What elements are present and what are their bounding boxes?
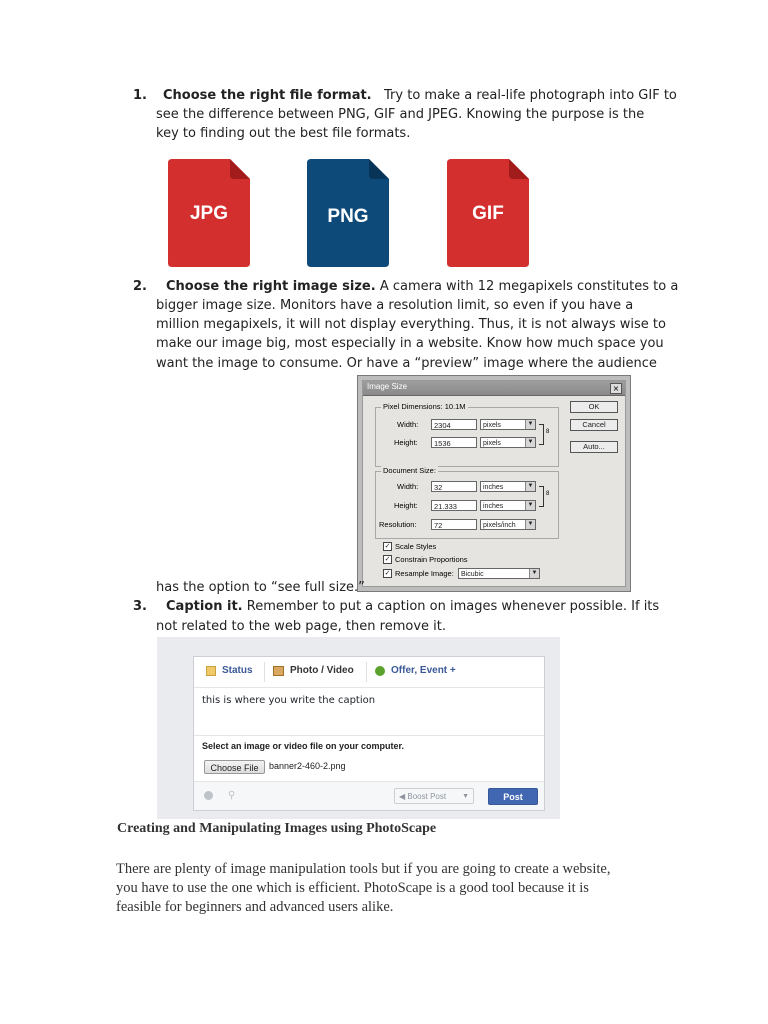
- jpg-label: JPG: [189, 203, 229, 224]
- resolution-label: Resolution:: [379, 520, 417, 529]
- status-icon: [206, 666, 216, 676]
- tab-underline: [194, 687, 544, 688]
- offer-icon: [375, 666, 385, 676]
- item3-title: Caption it.: [166, 599, 243, 614]
- item1-line2: see the difference between PNG, GIF and JPEG. Knowing the purpose is the: [156, 107, 645, 122]
- doc-width-label: Width:: [397, 482, 419, 491]
- item2-line5: want the image to consume. Or have a “preview” image where the audience: [156, 356, 657, 371]
- item2-line3: million megapixels, it will not display everything. Thus, it is not always wise to: [156, 317, 666, 332]
- link-bracket: [539, 424, 544, 445]
- scale-styles-label: Scale Styles: [395, 542, 437, 551]
- dialog-titlebar: [363, 381, 625, 396]
- item2-line1: [166, 279, 678, 294]
- section-heading: Creating and Manipulating Images using PhotoScape: [117, 821, 437, 836]
- doc-height-unit-value: inches: [483, 503, 504, 510]
- resolution-unit-select[interactable]: [480, 519, 536, 530]
- tab-divider: [366, 662, 367, 682]
- dropdown-arrow-icon: ▼: [525, 438, 535, 447]
- resolution-unit-value: pixels/inch: [483, 522, 516, 529]
- width-unit-value: pixels: [483, 422, 501, 429]
- location-pin-icon[interactable]: ⚲: [228, 790, 236, 801]
- dropdown-arrow-icon: ▼: [529, 569, 539, 578]
- item1-number: 1.: [133, 88, 147, 103]
- auto-button[interactable]: Auto...: [570, 441, 618, 453]
- height-unit-select[interactable]: [480, 437, 536, 448]
- resample-label: Resample Image:: [395, 569, 454, 578]
- section-line1: There are plenty of image manipulation tools but if you are going to create a website,: [116, 861, 611, 877]
- constrain-label: Constrain Proportions: [395, 555, 468, 564]
- resample-checkbox[interactable]: ✓: [384, 569, 391, 577]
- item2-text-1: A camera with 12 megapixels constitutes to a: [379, 279, 679, 294]
- tab-offer-event[interactable]: Offer, Event +: [391, 665, 456, 676]
- constrain-checkbox[interactable]: ✓: [384, 555, 391, 563]
- link-bracket: [539, 486, 544, 507]
- item2-line2: bigger image size. Monitors have a resolution limit, so even if you have a: [156, 298, 634, 313]
- resample-value: Bicubic: [461, 571, 484, 578]
- dropdown-arrow-icon: ▼: [525, 420, 535, 429]
- height-unit-value: pixels: [483, 440, 501, 447]
- doc-width-unit-value: inches: [483, 484, 504, 491]
- post-button[interactable]: Post: [488, 788, 538, 805]
- item3-line2: not related to the web page, then remove it.: [156, 619, 446, 634]
- composer-card: [193, 656, 545, 811]
- dropdown-arrow-icon: ▼: [525, 482, 535, 491]
- dropdown-arrow-icon: ▼: [525, 501, 535, 510]
- megaphone-icon: ◀: [399, 792, 406, 801]
- jpg-file-icon: [168, 159, 250, 267]
- width-input[interactable]: 2304: [431, 419, 477, 430]
- dialog-title: Image Size: [367, 382, 408, 391]
- resolution-input[interactable]: 72: [431, 519, 477, 530]
- scale-styles-checkbox[interactable]: ✓: [384, 542, 391, 550]
- chevron-down-icon: ▼: [462, 793, 469, 800]
- emoji-icon[interactable]: [204, 791, 213, 800]
- section-line2: you have to use the one which is efficient. PhotoScape is a good tool because it is: [116, 880, 589, 896]
- png-file-icon: [307, 159, 389, 267]
- chain-link-icon: 8: [546, 429, 550, 435]
- post-composer-screenshot: [157, 637, 560, 819]
- caption-input[interactable]: this is where you write the caption: [202, 695, 376, 706]
- png-label: PNG: [327, 206, 369, 227]
- doc-height-unit-select[interactable]: [480, 500, 536, 511]
- item2-line6: has the option to “see full size.”: [156, 580, 365, 595]
- width-unit-select[interactable]: [480, 419, 536, 430]
- photo-icon: [273, 666, 284, 676]
- item1-line1: [163, 88, 677, 103]
- tab-status[interactable]: Status: [222, 665, 253, 676]
- height-input[interactable]: 1536: [431, 437, 477, 448]
- choose-file-button[interactable]: Choose File: [204, 760, 265, 774]
- item1-title: Choose the right file format.: [163, 88, 372, 103]
- item2-number: 2.: [133, 279, 147, 294]
- doc-height-input[interactable]: 21.333: [431, 500, 477, 511]
- file-name: banner2-460-2.png: [269, 761, 346, 771]
- boost-post-label: Boost Post: [407, 792, 447, 801]
- item3-text-1: Remember to put a caption on images whenever possible. If its: [246, 599, 660, 614]
- composer-footer: [194, 781, 544, 810]
- dropdown-arrow-icon: ▼: [525, 520, 535, 529]
- ok-button[interactable]: OK: [570, 401, 618, 413]
- chain-link-icon: 8: [546, 491, 550, 497]
- doc-height-label: Height:: [394, 501, 418, 510]
- item1-text-1: Try to make a real-life photograph into GIF to: [384, 88, 677, 103]
- divider: [194, 735, 544, 736]
- gif-label: GIF: [472, 203, 504, 224]
- width-label: Width:: [397, 420, 419, 429]
- height-label: Height:: [394, 438, 418, 447]
- item3-line1: [166, 599, 659, 614]
- doc-width-unit-select[interactable]: [480, 481, 536, 492]
- tab-divider: [264, 662, 265, 682]
- close-icon[interactable]: ×: [610, 383, 622, 394]
- image-size-dialog: [357, 375, 631, 592]
- resample-select[interactable]: [458, 568, 540, 579]
- item1-line3: key to finding out the best file formats.: [156, 126, 411, 141]
- doc-width-input[interactable]: 32: [431, 481, 477, 492]
- cancel-button[interactable]: Cancel: [570, 419, 618, 431]
- select-file-hint: Select an image or video file on your computer.: [202, 741, 405, 751]
- item2-line4: make our image big, most especially in a website. Know how much space you: [156, 336, 664, 351]
- pixel-dimensions-label: Pixel Dimensions: 10.1M: [383, 402, 466, 411]
- tab-photo-video[interactable]: Photo / Video: [290, 665, 354, 676]
- gif-file-icon: [447, 159, 529, 267]
- item3-number: 3.: [133, 599, 147, 614]
- section-line3: feasible for beginners and advanced users alike.: [116, 899, 394, 915]
- boost-post-button[interactable]: [394, 788, 474, 804]
- document-size-label: Document Size:: [383, 466, 436, 475]
- item2-title: Choose the right image size.: [166, 279, 376, 294]
- dialog-body: [362, 380, 626, 587]
